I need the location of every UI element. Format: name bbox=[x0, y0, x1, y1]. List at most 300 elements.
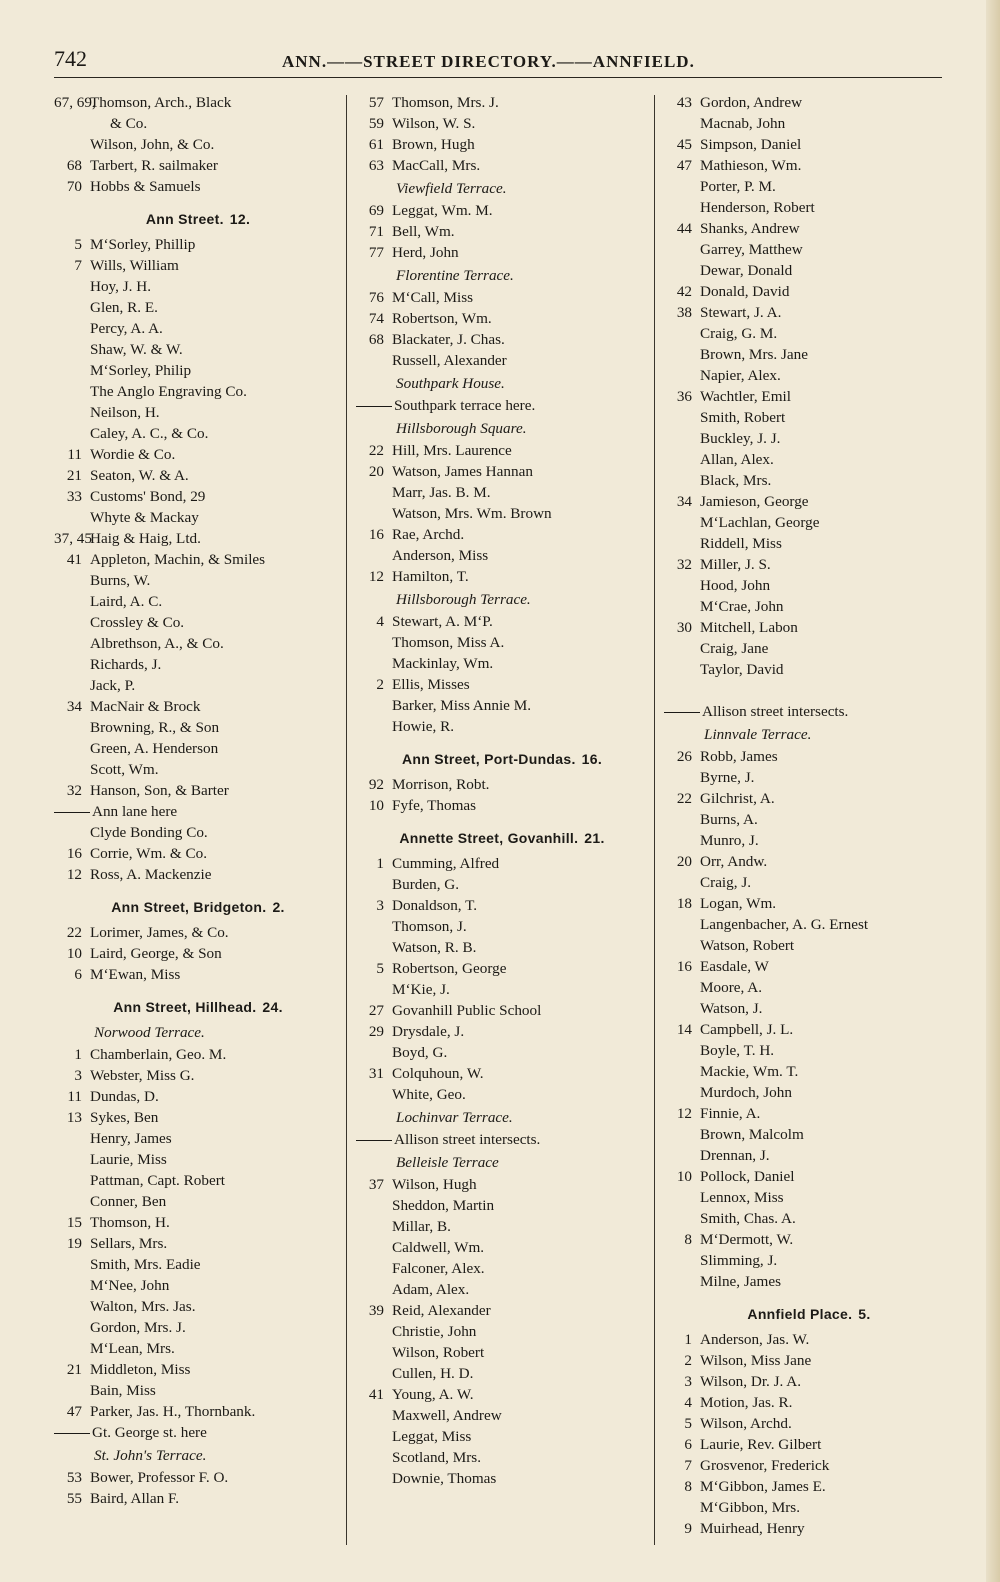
house-number: 44 bbox=[676, 220, 692, 237]
occupant-name: Crossley & Co. bbox=[90, 614, 185, 631]
occupant-name: Pollock, Daniel bbox=[700, 1168, 795, 1185]
directory-entry bbox=[356, 1174, 648, 1195]
occupant-name: Sykes, Ben bbox=[90, 1109, 159, 1126]
occupant-name: Percy, A. A. bbox=[90, 320, 163, 337]
directory-entry bbox=[54, 234, 342, 255]
directory-entry bbox=[664, 1019, 954, 1040]
street-heading bbox=[664, 1304, 954, 1325]
occupant-name: Seaton, W. & A. bbox=[90, 467, 189, 484]
house-number: 34 bbox=[66, 698, 82, 715]
house-number: 69 bbox=[368, 202, 384, 219]
occupant-name: Customs' Bond, 29 bbox=[90, 488, 206, 505]
house-number: 6 bbox=[684, 1436, 692, 1453]
directory-entry bbox=[664, 1434, 954, 1455]
district-number: 2. bbox=[272, 899, 285, 915]
house-number: 18 bbox=[676, 895, 692, 912]
house-number: 36 bbox=[676, 388, 692, 405]
occupant-name: Lorimer, James, & Co. bbox=[90, 924, 229, 941]
terrace-heading: St. John's Terrace. bbox=[94, 1447, 207, 1464]
directory-entry bbox=[664, 617, 954, 638]
occupant-name: Thomson, Arch., Black bbox=[90, 94, 232, 111]
occupant-name: Drennan, J. bbox=[700, 1147, 770, 1164]
occupant-name: Thomson, Mrs. J. bbox=[392, 94, 499, 111]
house-number: 70 bbox=[66, 178, 82, 195]
occupant-name: Haig & Haig, Ltd. bbox=[90, 530, 201, 547]
occupant-name: Burden, G. bbox=[392, 876, 460, 893]
occupant-name: & Co. bbox=[110, 115, 148, 132]
occupant-name: Byrne, J. bbox=[700, 769, 755, 786]
directory-entry bbox=[664, 1455, 954, 1476]
occupant-name: Scott, Wm. bbox=[90, 761, 159, 778]
occupant-name: Gordon, Mrs. J. bbox=[90, 1319, 186, 1336]
terrace-heading: Southpark House. bbox=[396, 375, 505, 392]
house-number: 57 bbox=[368, 94, 384, 111]
occupant-name: White, Geo. bbox=[392, 1086, 466, 1103]
occupant-name: Stewart, A. M‘P. bbox=[392, 613, 493, 630]
directory-entry bbox=[356, 200, 648, 221]
occupant-name: Thomson, Miss A. bbox=[392, 634, 505, 651]
occupant-name: Wilson, Robert bbox=[392, 1344, 485, 1361]
occupant-name: Laird, A. C. bbox=[90, 593, 163, 610]
occupant-name: M‘Gibbon, James E. bbox=[700, 1478, 826, 1495]
directory-entry bbox=[356, 1300, 648, 1321]
directory-entry bbox=[664, 386, 954, 407]
occupant-name: Hobbs & Samuels bbox=[90, 178, 201, 195]
occupant-name: Dundas, D. bbox=[90, 1088, 159, 1105]
occupant-name: Donald, David bbox=[700, 283, 790, 300]
occupant-name: Mathieson, Wm. bbox=[700, 157, 802, 174]
house-number: 22 bbox=[368, 442, 384, 459]
occupant-name: Macnab, John bbox=[700, 115, 786, 132]
house-number: 71 bbox=[368, 223, 384, 240]
occupant-name: Buckley, J. J. bbox=[700, 430, 781, 447]
house-number: 39 bbox=[368, 1302, 384, 1319]
directory-entry bbox=[664, 302, 954, 323]
house-number: 41 bbox=[66, 551, 82, 568]
house-number: 47 bbox=[66, 1403, 82, 1420]
occupant-name: M‘Crae, John bbox=[700, 598, 784, 615]
house-number: 37 bbox=[368, 1176, 384, 1193]
house-number: 53 bbox=[66, 1469, 82, 1486]
occupant-name: Drysdale, J. bbox=[392, 1023, 465, 1040]
occupant-name: Campbell, J. L. bbox=[700, 1021, 794, 1038]
directory-entry bbox=[664, 1103, 954, 1124]
occupant-name: Howie, R. bbox=[392, 718, 455, 735]
directory-entry bbox=[356, 308, 648, 329]
occupant-name: Smith, Mrs. Eadie bbox=[90, 1256, 201, 1273]
house-number: 68 bbox=[368, 331, 384, 348]
occupant-name: Wilson, Dr. J. A. bbox=[700, 1373, 802, 1390]
house-number: 21 bbox=[66, 1361, 82, 1378]
occupant-name: Simpson, Daniel bbox=[700, 136, 802, 153]
street-name: Ann Street, Port-Dundas. bbox=[401, 751, 576, 767]
occupant-name: Boyd, G. bbox=[392, 1044, 448, 1061]
house-number: 43 bbox=[676, 94, 692, 111]
directory-entry bbox=[356, 329, 648, 350]
directory-entry bbox=[54, 1086, 342, 1107]
street-name: Annette Street, Govanhill. bbox=[399, 830, 579, 846]
occupant-name: Browning, R., & Son bbox=[90, 719, 220, 736]
street-name: Ann Street, Hillhead. bbox=[113, 999, 257, 1015]
house-number: 27 bbox=[368, 1002, 384, 1019]
district-number: 16. bbox=[581, 751, 603, 767]
house-number: 42 bbox=[676, 283, 692, 300]
occupant-name: Rae, Archd. bbox=[392, 526, 465, 543]
street-heading bbox=[54, 997, 342, 1018]
occupant-name: Young, A. W. bbox=[392, 1386, 474, 1403]
directory-entry bbox=[356, 242, 648, 263]
district-number: 21. bbox=[584, 830, 605, 846]
occupant-name: M‘Dermott, W. bbox=[700, 1231, 794, 1248]
house-number: 13 bbox=[66, 1109, 82, 1126]
directory-entry bbox=[54, 1065, 342, 1086]
occupant-name: Allan, Alex. bbox=[700, 451, 774, 468]
house-number: 22 bbox=[676, 790, 692, 807]
occupant-name: Clyde Bonding Co. bbox=[90, 824, 208, 841]
directory-entry bbox=[664, 491, 954, 512]
occupant-name: M‘Lachlan, George bbox=[700, 514, 820, 531]
occupant-name: Langenbacher, A. G. Ernest bbox=[700, 916, 869, 933]
house-number: 76 bbox=[368, 289, 384, 306]
house-number: 10 bbox=[66, 945, 82, 962]
directory-entry bbox=[664, 1476, 954, 1497]
occupant-name: Craig, Jane bbox=[700, 640, 769, 657]
occupant-name: Barker, Miss Annie M. bbox=[392, 697, 532, 714]
house-number: 21 bbox=[66, 467, 82, 484]
occupant-name: Marr, Jas. B. M. bbox=[392, 484, 491, 501]
occupant-name: Robb, James bbox=[700, 748, 778, 765]
directory-entry bbox=[356, 113, 648, 134]
directory-entry bbox=[664, 851, 954, 872]
occupant-name: Fyfe, Thomas bbox=[392, 797, 477, 814]
occupant-name: Maxwell, Andrew bbox=[392, 1407, 502, 1424]
directory-entry bbox=[356, 853, 648, 874]
occupant-name: MacNair & Brock bbox=[90, 698, 201, 715]
directory-entry bbox=[664, 155, 954, 176]
occupant-name: Russell, Alexander bbox=[392, 352, 507, 369]
house-number: 11 bbox=[67, 446, 82, 463]
directory-entry bbox=[664, 1371, 954, 1392]
directory-column-1 bbox=[54, 92, 342, 1509]
directory-entry bbox=[54, 780, 342, 801]
directory-entry bbox=[54, 528, 342, 549]
house-number: 8 bbox=[684, 1478, 692, 1495]
house-number: 1 bbox=[376, 855, 384, 872]
occupant-name: M‘Ewan, Miss bbox=[90, 966, 181, 983]
occupant-name: Downie, Thomas bbox=[392, 1470, 497, 1487]
occupant-name: M‘Kie, J. bbox=[392, 981, 450, 998]
house-number: 3 bbox=[684, 1373, 692, 1390]
directory-entry bbox=[356, 566, 648, 587]
occupant-name: M‘Lean, Mrs. bbox=[90, 1340, 175, 1357]
occupant-name: Wills, William bbox=[90, 257, 179, 274]
house-number: 61 bbox=[368, 136, 384, 153]
terrace-heading: Hillsborough Square. bbox=[396, 420, 527, 437]
house-number: 22 bbox=[66, 924, 82, 941]
intersection-note: Allison street intersects. bbox=[664, 701, 954, 722]
house-number: 47 bbox=[676, 157, 692, 174]
occupant-name: Leggat, Miss bbox=[392, 1428, 472, 1445]
directory-entry bbox=[54, 549, 342, 570]
occupant-name: Watson, James Hannan bbox=[392, 463, 533, 480]
occupant-name: Robertson, Wm. bbox=[392, 310, 492, 327]
directory-entry bbox=[54, 943, 342, 964]
occupant-name: Thomson, H. bbox=[90, 1214, 170, 1231]
house-number: 6 bbox=[74, 966, 82, 983]
directory-entry bbox=[54, 1107, 342, 1128]
directory-entry bbox=[356, 1063, 648, 1084]
house-number: 3 bbox=[376, 897, 384, 914]
house-number: 45 bbox=[676, 136, 692, 153]
occupant-name: Caley, A. C., & Co. bbox=[90, 425, 209, 442]
street-heading bbox=[54, 897, 342, 918]
house-number: 4 bbox=[684, 1394, 692, 1411]
directory-entry bbox=[356, 1000, 648, 1021]
page-edge bbox=[986, 0, 1000, 1582]
occupant-name: Smith, Chas. A. bbox=[700, 1210, 796, 1227]
occupant-name: Craig, G. M. bbox=[700, 325, 778, 342]
occupant-name: Bower, Professor F. O. bbox=[90, 1469, 229, 1486]
occupant-name: Bain, Miss bbox=[90, 1382, 156, 1399]
occupant-name: Slimming, J. bbox=[700, 1252, 778, 1269]
directory-entry bbox=[664, 281, 954, 302]
house-number: 9 bbox=[684, 1520, 692, 1537]
occupant-name: Gilchrist, A. bbox=[700, 790, 775, 807]
directory-entry bbox=[54, 696, 342, 717]
occupant-name: Walton, Mrs. Jas. bbox=[90, 1298, 196, 1315]
occupant-name: Taylor, David bbox=[700, 661, 784, 678]
occupant-name: Morrison, Robt. bbox=[392, 776, 490, 793]
directory-entry bbox=[54, 255, 342, 276]
house-number: 3 bbox=[74, 1067, 82, 1084]
intersection-note: Gt. George st. here bbox=[54, 1422, 342, 1443]
house-number: 32 bbox=[66, 782, 82, 799]
house-number: 92 bbox=[368, 776, 384, 793]
house-number: 10 bbox=[676, 1168, 692, 1185]
intersection-note: Allison street intersects. bbox=[356, 1129, 648, 1150]
spacer bbox=[664, 680, 954, 701]
occupant-name: Mackie, Wm. T. bbox=[700, 1063, 799, 1080]
occupant-name: Wachtler, Emil bbox=[700, 388, 791, 405]
occupant-name: Cumming, Alfred bbox=[392, 855, 500, 872]
directory-entry bbox=[664, 956, 954, 977]
street-heading bbox=[54, 209, 342, 230]
occupant-name: Robertson, George bbox=[392, 960, 507, 977]
occupant-name: Pattman, Capt. Robert bbox=[90, 1172, 225, 1189]
occupant-name: Mitchell, Labon bbox=[700, 619, 798, 636]
occupant-name: Moore, A. bbox=[700, 979, 763, 996]
occupant-name: Whyte & Mackay bbox=[90, 509, 199, 526]
directory-entry bbox=[356, 1021, 648, 1042]
directory-entry bbox=[664, 1518, 954, 1539]
occupant-name: Millar, B. bbox=[392, 1218, 451, 1235]
occupant-name: Easdale, W bbox=[700, 958, 769, 975]
directory-entry bbox=[664, 746, 954, 767]
page-number: 742 bbox=[54, 46, 87, 71]
house-number: 14 bbox=[676, 1021, 692, 1038]
occupant-name: Brown, Malcolm bbox=[700, 1126, 804, 1143]
occupant-name: Scotland, Mrs. bbox=[392, 1449, 482, 1466]
occupant-name: Herd, John bbox=[392, 244, 459, 261]
occupant-name: Henry, James bbox=[90, 1130, 172, 1147]
house-number: 38 bbox=[676, 304, 692, 321]
occupant-name: Grosvenor, Frederick bbox=[700, 1457, 830, 1474]
occupant-name: Logan, Wm. bbox=[700, 895, 777, 912]
running-title: ANN.——STREET DIRECTORY.——ANNFIELD. bbox=[282, 52, 695, 71]
house-number: 7 bbox=[74, 257, 82, 274]
house-number: 34 bbox=[676, 493, 692, 510]
directory-entry bbox=[664, 788, 954, 809]
occupant-name: M‘Nee, John bbox=[90, 1277, 170, 1294]
house-number: 16 bbox=[368, 526, 384, 543]
directory-column-2 bbox=[356, 92, 648, 1489]
directory-entry bbox=[54, 92, 342, 113]
directory-entry bbox=[54, 964, 342, 985]
house-number: 2 bbox=[684, 1352, 692, 1369]
occupant-name: Wilson, Miss Jane bbox=[700, 1352, 812, 1369]
occupant-name: Wordie & Co. bbox=[90, 446, 176, 463]
directory-entry bbox=[664, 1392, 954, 1413]
intersection-note: Southpark terrace here. bbox=[356, 395, 648, 416]
occupant-name: Hoy, J. H. bbox=[90, 278, 152, 295]
occupant-name: Hamilton, T. bbox=[392, 568, 469, 585]
street-name: Ann Street. bbox=[145, 211, 224, 227]
directory-entry bbox=[356, 674, 648, 695]
house-number: 32 bbox=[676, 556, 692, 573]
occupant-name: Brown, Mrs. Jane bbox=[700, 346, 808, 363]
occupant-name: Boyle, T. H. bbox=[700, 1042, 775, 1059]
directory-entry bbox=[54, 1467, 342, 1488]
occupant-name: Anderson, Jas. W. bbox=[700, 1331, 810, 1348]
occupant-name: Hanson, Son, & Barter bbox=[90, 782, 229, 799]
house-number: 20 bbox=[368, 463, 384, 480]
occupant-name: Jack, P. bbox=[90, 677, 136, 694]
terrace-heading: Belleisle Terrace bbox=[396, 1154, 499, 1171]
district-number: 24. bbox=[262, 999, 283, 1015]
occupant-name: Ross, A. Mackenzie bbox=[90, 866, 212, 883]
occupant-name: Jamieson, George bbox=[700, 493, 809, 510]
house-number: 33 bbox=[66, 488, 82, 505]
occupant-name: Appleton, Machin, & Smiles bbox=[90, 551, 266, 568]
occupant-name: Wilson, John, & Co. bbox=[90, 136, 215, 153]
occupant-name: Brown, Hugh bbox=[392, 136, 475, 153]
occupant-name: Govanhill Public School bbox=[392, 1002, 542, 1019]
directory-entry bbox=[54, 444, 342, 465]
occupant-name: Corrie, Wm. & Co. bbox=[90, 845, 207, 862]
house-number: 37, 45 bbox=[54, 530, 92, 547]
occupant-name: Orr, Andw. bbox=[700, 853, 768, 870]
directory-entry bbox=[54, 1212, 342, 1233]
street-heading bbox=[356, 749, 648, 770]
house-number: 2 bbox=[376, 676, 384, 693]
directory-entry bbox=[54, 1488, 342, 1509]
occupant-name: Wilson, Archd. bbox=[700, 1415, 792, 1432]
directory-entry bbox=[356, 795, 648, 816]
occupant-name: Albrethson, A., & Co. bbox=[90, 635, 224, 652]
occupant-name: Watson, Mrs. Wm. Brown bbox=[392, 505, 552, 522]
district-number: 12. bbox=[229, 211, 251, 227]
directory-entry bbox=[664, 893, 954, 914]
occupant-name: Garrey, Matthew bbox=[700, 241, 803, 258]
occupant-name: Wilson, Hugh bbox=[392, 1176, 477, 1193]
house-number: 16 bbox=[676, 958, 692, 975]
occupant-name: Smith, Robert bbox=[700, 409, 786, 426]
occupant-name: Riddell, Miss bbox=[700, 535, 782, 552]
directory-entry bbox=[664, 134, 954, 155]
occupant-name: Leggat, Wm. M. bbox=[392, 202, 493, 219]
occupant-name: Motion, Jas. R. bbox=[700, 1394, 793, 1411]
page-header bbox=[54, 44, 954, 76]
directory-entry bbox=[356, 774, 648, 795]
occupant-name: Christie, John bbox=[392, 1323, 477, 1340]
house-number: 31 bbox=[368, 1065, 384, 1082]
occupant-name: Gordon, Andrew bbox=[700, 94, 803, 111]
house-number: 10 bbox=[368, 797, 384, 814]
occupant-name: Tarbert, R. sailmaker bbox=[90, 157, 218, 174]
occupant-name: Watson, Robert bbox=[700, 937, 795, 954]
occupant-name: Reid, Alexander bbox=[392, 1302, 491, 1319]
occupant-name: Hill, Mrs. Laurence bbox=[392, 442, 512, 459]
occupant-name: Black, Mrs. bbox=[700, 472, 772, 489]
directory-entry bbox=[664, 92, 954, 113]
occupant-name: Laurie, Rev. Gilbert bbox=[700, 1436, 822, 1453]
house-number: 67, 69, bbox=[54, 94, 96, 111]
occupant-name: Cullen, H. D. bbox=[392, 1365, 474, 1382]
directory-entry bbox=[54, 1359, 342, 1380]
directory-entry bbox=[54, 1233, 342, 1254]
occupant-name: Milne, James bbox=[700, 1273, 781, 1290]
occupant-name: M‘Call, Miss bbox=[392, 289, 474, 306]
directory-entry bbox=[356, 524, 648, 545]
terrace-heading: Viewfield Terrace. bbox=[396, 180, 507, 197]
occupant-name: Chamberlain, Geo. M. bbox=[90, 1046, 227, 1063]
directory-entry bbox=[54, 1044, 342, 1065]
directory-entry bbox=[54, 864, 342, 885]
occupant-name: Hood, John bbox=[700, 577, 771, 594]
directory-entry bbox=[54, 1401, 342, 1422]
occupant-name: Shaw, W. & W. bbox=[90, 341, 183, 358]
occupant-name: Colquhoun, W. bbox=[392, 1065, 484, 1082]
house-number: 20 bbox=[676, 853, 692, 870]
house-number: 29 bbox=[368, 1023, 384, 1040]
directory-entry bbox=[54, 922, 342, 943]
occupant-name: Laurie, Miss bbox=[90, 1151, 167, 1168]
directory-entry bbox=[356, 611, 648, 632]
occupant-name: Dewar, Donald bbox=[700, 262, 793, 279]
street-name: Ann Street, Bridgeton. bbox=[111, 899, 267, 915]
house-number: 15 bbox=[66, 1214, 82, 1231]
directory-entry bbox=[54, 465, 342, 486]
terrace-heading: Norwood Terrace. bbox=[94, 1024, 205, 1041]
occupant-name: Adam, Alex. bbox=[392, 1281, 470, 1298]
house-number: 16 bbox=[66, 845, 82, 862]
house-number: 4 bbox=[376, 613, 384, 630]
occupant-name: Henderson, Robert bbox=[700, 199, 815, 216]
occupant-name: Munro, J. bbox=[700, 832, 759, 849]
occupant-name: Richards, J. bbox=[90, 656, 162, 673]
house-number: 59 bbox=[368, 115, 384, 132]
house-number: 19 bbox=[66, 1235, 82, 1252]
occupant-name: Middleton, Miss bbox=[90, 1361, 191, 1378]
directory-entry bbox=[356, 287, 648, 308]
house-number: 55 bbox=[66, 1490, 82, 1507]
occupant-name: Webster, Miss G. bbox=[90, 1067, 195, 1084]
street-name: Annfield Place. bbox=[747, 1306, 853, 1322]
occupant-name: Ellis, Misses bbox=[392, 676, 470, 693]
house-number: 1 bbox=[74, 1046, 82, 1063]
occupant-name: Sellars, Mrs. bbox=[90, 1235, 168, 1252]
occupant-name: Falconer, Alex. bbox=[392, 1260, 485, 1277]
